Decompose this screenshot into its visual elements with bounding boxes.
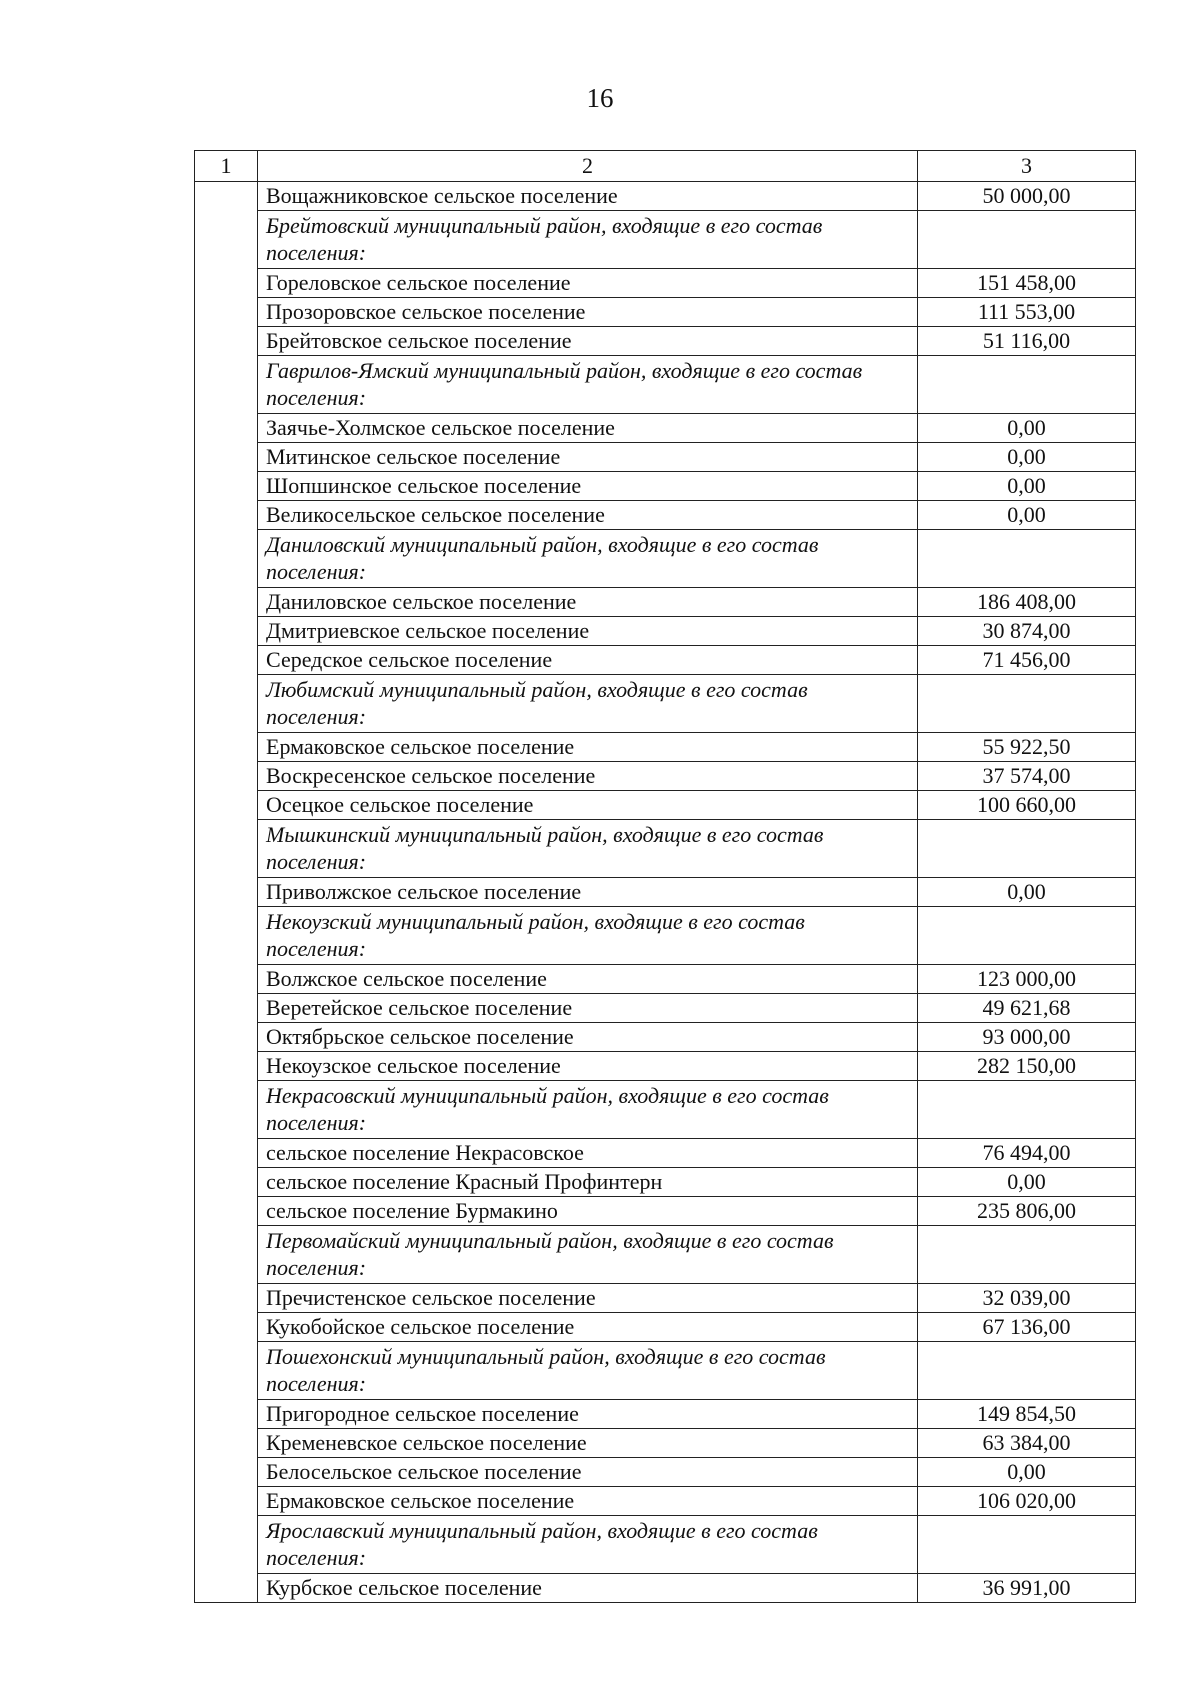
- amount-cell: [918, 1226, 1136, 1284]
- row-number-cell: [195, 733, 258, 762]
- district-name: Некоузский муниципальный район, входящие в его состав поселения:: [258, 907, 918, 965]
- amount-cell: 93 000,00: [918, 1023, 1136, 1052]
- row-number-cell: [195, 1400, 258, 1429]
- district-header-row: [195, 907, 1136, 965]
- row-number-cell: [195, 1139, 258, 1168]
- row-number-cell: [195, 994, 258, 1023]
- table-row: [195, 878, 1136, 907]
- amount-cell: 111 553,00: [918, 298, 1136, 327]
- settlement-name: Вощажниковское сельское поселение: [258, 182, 918, 211]
- table-row: [195, 414, 1136, 443]
- district-header-row: [195, 820, 1136, 878]
- amount-cell: 235 806,00: [918, 1197, 1136, 1226]
- row-number-cell: [195, 588, 258, 617]
- table-row: [195, 327, 1136, 356]
- table-row: [195, 269, 1136, 298]
- row-number-cell: [195, 472, 258, 501]
- table-row: [195, 1458, 1136, 1487]
- amount-cell: [918, 907, 1136, 965]
- row-number-cell: [195, 907, 258, 965]
- amount-cell: 76 494,00: [918, 1139, 1136, 1168]
- amount-cell: [918, 675, 1136, 733]
- table-row: [195, 472, 1136, 501]
- settlement-name: Воскресенское сельское поселение: [258, 762, 918, 791]
- table-body: [195, 151, 1136, 1603]
- row-number-cell: [195, 1197, 258, 1226]
- row-number-cell: [195, 1458, 258, 1487]
- district-name: Даниловский муниципальный район, входящие в его состав поселения:: [258, 530, 918, 588]
- row-number-cell: [195, 1052, 258, 1081]
- settlement-name: Пречистенское сельское поселение: [258, 1284, 918, 1313]
- district-header-row: [195, 1081, 1136, 1139]
- row-number-cell: [195, 1168, 258, 1197]
- table-row: [195, 1023, 1136, 1052]
- district-header-row: [195, 1516, 1136, 1574]
- table-row: [195, 791, 1136, 820]
- amount-cell: 0,00: [918, 1458, 1136, 1487]
- row-number-cell: [195, 269, 258, 298]
- amount-cell: 55 922,50: [918, 733, 1136, 762]
- row-number-cell: [195, 501, 258, 530]
- district-name: Брейтовский муниципальный район, входящие в его состав поселения:: [258, 211, 918, 269]
- settlement-name: Ермаковское сельское поселение: [258, 1487, 918, 1516]
- table-row: [195, 646, 1136, 675]
- row-number-cell: [195, 675, 258, 733]
- amount-cell: 32 039,00: [918, 1284, 1136, 1313]
- amount-cell: 36 991,00: [918, 1574, 1136, 1603]
- amount-cell: [918, 530, 1136, 588]
- table-row: [195, 1487, 1136, 1516]
- row-number-cell: [195, 617, 258, 646]
- settlement-name: Прозоровское сельское поселение: [258, 298, 918, 327]
- row-number-cell: [195, 965, 258, 994]
- settlement-name: Волжское сельское поселение: [258, 965, 918, 994]
- table-header-row: [195, 151, 1136, 182]
- table-row: [195, 1574, 1136, 1603]
- amount-cell: 37 574,00: [918, 762, 1136, 791]
- row-number-cell: [195, 1023, 258, 1052]
- amount-cell: 149 854,50: [918, 1400, 1136, 1429]
- table-row: [195, 965, 1136, 994]
- settlement-name: Пригородное сельское поселение: [258, 1400, 918, 1429]
- column-header-2: 2: [258, 151, 918, 182]
- row-number-cell: [195, 1081, 258, 1139]
- table-row: [195, 994, 1136, 1023]
- amount-cell: 282 150,00: [918, 1052, 1136, 1081]
- table-row: [195, 1313, 1136, 1342]
- district-name: Некрасовский муниципальный район, входящие в его состав поселения:: [258, 1081, 918, 1139]
- row-number-cell: [195, 1516, 258, 1574]
- row-number-cell: [195, 530, 258, 588]
- row-number-cell: [195, 1429, 258, 1458]
- table-row: [195, 762, 1136, 791]
- settlement-name: Заячье-Холмское сельское поселение: [258, 414, 918, 443]
- table-row: [195, 1429, 1136, 1458]
- amount-cell: 100 660,00: [918, 791, 1136, 820]
- settlement-name: Гореловское сельское поселение: [258, 269, 918, 298]
- amount-cell: 186 408,00: [918, 588, 1136, 617]
- settlement-name: Приволжское сельское поселение: [258, 878, 918, 907]
- row-number-cell: [195, 878, 258, 907]
- row-number-cell: [195, 646, 258, 675]
- amount-cell: [918, 1342, 1136, 1400]
- row-number-cell: [195, 1313, 258, 1342]
- row-number-cell: [195, 211, 258, 269]
- amount-cell: 0,00: [918, 501, 1136, 530]
- district-header-row: [195, 1226, 1136, 1284]
- row-number-cell: [195, 1342, 258, 1400]
- amount-cell: 51 116,00: [918, 327, 1136, 356]
- amount-cell: 67 136,00: [918, 1313, 1136, 1342]
- amount-cell: [918, 820, 1136, 878]
- table-row: [195, 1139, 1136, 1168]
- row-number-cell: [195, 356, 258, 414]
- row-number-cell: [195, 1226, 258, 1284]
- settlement-name: Веретейское сельское поселение: [258, 994, 918, 1023]
- amount-cell: 49 621,68: [918, 994, 1136, 1023]
- district-header-row: [195, 211, 1136, 269]
- district-header-row: [195, 675, 1136, 733]
- table-row: [195, 588, 1136, 617]
- row-number-cell: [195, 762, 258, 791]
- settlement-name: Середское сельское поселение: [258, 646, 918, 675]
- settlement-name: сельское поселение Бурмакино: [258, 1197, 918, 1226]
- column-header-3: 3: [918, 151, 1136, 182]
- district-name: Любимский муниципальный район, входящие в его состав поселения:: [258, 675, 918, 733]
- row-number-cell: [195, 791, 258, 820]
- district-header-row: [195, 356, 1136, 414]
- table-row: [195, 182, 1136, 211]
- amount-cell: 0,00: [918, 878, 1136, 907]
- row-number-cell: [195, 820, 258, 878]
- row-number-cell: [195, 414, 258, 443]
- settlement-name: Кременевское сельское поселение: [258, 1429, 918, 1458]
- district-name: Мышкинский муниципальный район, входящие в его состав поселения:: [258, 820, 918, 878]
- row-number-cell: [195, 298, 258, 327]
- district-name: Ярославский муниципальный район, входящие в его состав поселения:: [258, 1516, 918, 1574]
- settlement-name: сельское поселение Некрасовское: [258, 1139, 918, 1168]
- amount-cell: 0,00: [918, 472, 1136, 501]
- settlement-name: Брейтовское сельское поселение: [258, 327, 918, 356]
- settlement-name: Некоузское сельское поселение: [258, 1052, 918, 1081]
- table-row: [195, 1052, 1136, 1081]
- settlement-name: Осецкое сельское поселение: [258, 791, 918, 820]
- district-name: Пошехонский муниципальный район, входящие в его состав поселения:: [258, 1342, 918, 1400]
- table-row: [195, 1168, 1136, 1197]
- settlement-name: Митинское сельское поселение: [258, 443, 918, 472]
- settlement-name: Шопшинское сельское поселение: [258, 472, 918, 501]
- district-header-row: [195, 530, 1136, 588]
- settlement-name: Ермаковское сельское поселение: [258, 733, 918, 762]
- settlement-name: Кукобойское сельское поселение: [258, 1313, 918, 1342]
- amount-cell: 0,00: [918, 1168, 1136, 1197]
- amount-cell: 0,00: [918, 414, 1136, 443]
- amount-cell: 151 458,00: [918, 269, 1136, 298]
- row-number-cell: [195, 182, 258, 211]
- district-header-row: [195, 1342, 1136, 1400]
- amount-cell: 106 020,00: [918, 1487, 1136, 1516]
- amount-cell: 0,00: [918, 443, 1136, 472]
- table-row: [195, 1284, 1136, 1313]
- amount-cell: [918, 1516, 1136, 1574]
- row-number-cell: [195, 1487, 258, 1516]
- table-row: [195, 617, 1136, 646]
- amount-cell: [918, 211, 1136, 269]
- amount-cell: 71 456,00: [918, 646, 1136, 675]
- amount-cell: 50 000,00: [918, 182, 1136, 211]
- row-number-cell: [195, 1284, 258, 1313]
- settlement-name: Октябрьское сельское поселение: [258, 1023, 918, 1052]
- district-name: Первомайский муниципальный район, входящие в его состав поселения:: [258, 1226, 918, 1284]
- settlement-name: Великосельское сельское поселение: [258, 501, 918, 530]
- table-row: [195, 298, 1136, 327]
- table-row: [195, 1197, 1136, 1226]
- amount-cell: [918, 356, 1136, 414]
- amount-cell: 123 000,00: [918, 965, 1136, 994]
- table-row: [195, 733, 1136, 762]
- page-number: 16: [586, 83, 614, 113]
- row-number-cell: [195, 443, 258, 472]
- table-row: [195, 501, 1136, 530]
- table-row: [195, 443, 1136, 472]
- settlement-name: Дмитриевское сельское поселение: [258, 617, 918, 646]
- settlement-name: Даниловское сельское поселение: [258, 588, 918, 617]
- settlement-name: Курбское сельское поселение: [258, 1574, 918, 1603]
- column-header-1: 1: [195, 151, 258, 182]
- allocation-table: [194, 150, 1136, 1603]
- table-row: [195, 1400, 1136, 1429]
- row-number-cell: [195, 1574, 258, 1603]
- amount-cell: [918, 1081, 1136, 1139]
- settlement-name: сельское поселение Красный Профинтерн: [258, 1168, 918, 1197]
- district-name: Гаврилов-Ямский муниципальный район, входящие в его состав поселения:: [258, 356, 918, 414]
- amount-cell: 30 874,00: [918, 617, 1136, 646]
- row-number-cell: [195, 327, 258, 356]
- settlement-name: Белосельское сельское поселение: [258, 1458, 918, 1487]
- amount-cell: 63 384,00: [918, 1429, 1136, 1458]
